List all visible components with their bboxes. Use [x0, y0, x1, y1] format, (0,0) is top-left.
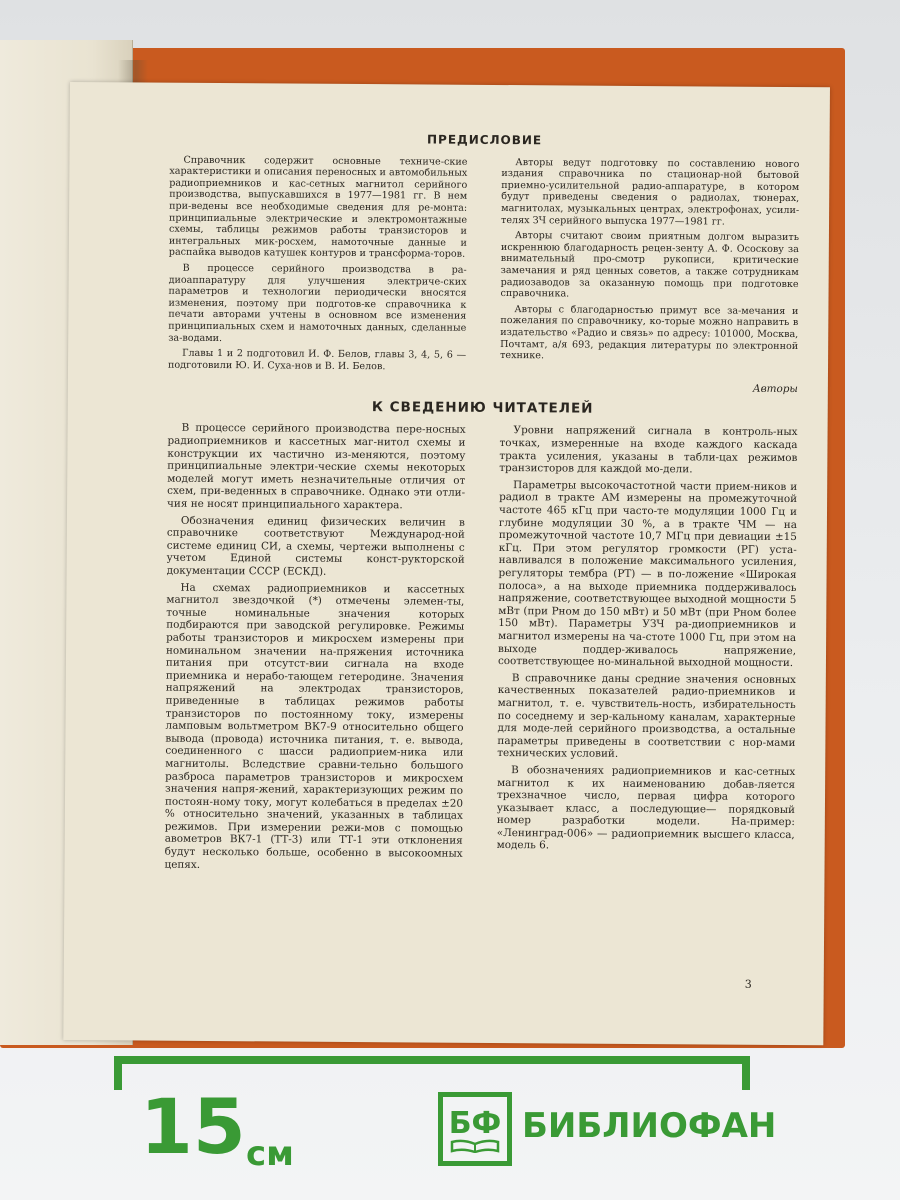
paragraph: Параметры высокочастотной части прием-ников и радиол в тракте AM измерены на промежуточной частоте 465 кГц при часто-те модуляции 1000 Гц и глубине модуляции 30 %, а в тракте ЧМ — на промежуточной частоте 10,7 МГц при девиации ±15 кГц. При этом регулятор громкости (РГ) уста-навливался в положение максимального усиления, регуляторы тембра (РТ) — в по-ложение «Широкая полоса», а на выходе приемника поддерживалось напряжение, соответствующее выходной мощности 5 мВт (при Pном до 150 мВт) и 50 мВт (при Pном более 150 мВт). Параметры УЗЧ ра-диоприемников и магнитол измерены на ча-стоте 1000 Гц, при этом на выходе поддер-живалось напряжение, соответствующее но-минальной выходной мощности.	[497, 478, 798, 670]
ruler-unit: см	[246, 1134, 294, 1174]
paragraph: Авторы ведут подготовку по составлению нового издания справочника по стационар-ной бытовой приемно-усилительной радио-аппаратуре, в котором будут приведены сведения о радиолах, тюнерах, магнитолах, музыкальных центрах, электрофонах, усили-телях ЗЧ серийного выпуска 1977—1981 гг.	[501, 156, 800, 228]
logo-letters: БФ	[448, 1105, 502, 1141]
brand-name: БИБЛИОФАН	[522, 1106, 777, 1146]
paragraph: В обозначениях радиоприемников и кас-сетных магнитол к их наименованию добав-ляется трехзначное число, первая цифра которого указывает класс, а последующие— порядковый номер разработки модели. На-пример: «Ленинград-006» — радиоприемник высшего класса, модель 6.	[496, 764, 796, 852]
paragraph: Авторы считают своим приятным долгом выразить искреннюю благодарность рецен-зенту А. Ф. Ососкову за внимательный про-смотр рукописи, критические замечания и ряд ценных советов, а также сотрудникам радиозаводов за оказанную помощь при подготовке справочника.	[500, 230, 799, 300]
paragraph: Главы 1 и 2 подготовил И. Ф. Белов, главы 3, 4, 5, 6 — подготовили Ю. И. Суха-нов и В. И. Белов.	[167, 347, 467, 372]
bibliofan-logo	[438, 1092, 512, 1166]
preface-right-column	[500, 157, 800, 380]
paragraph: Справочник содержит основные техниче-ские характеристики и описания переносных и автомобильных радиоприемников и кас-сетных магнитол серийного производства, выпускавшихся в 1977—1981 гг. В нем при-ведены все необходимые сведения для ре-монта: принципиальные электрические и электромонтажные схемы, таблицы режимов работы транзисторов и интегральных мик-росхем, намоточные данные и распайка выводов катушек контуров и трансформа-торов.	[168, 154, 468, 261]
page-content	[164, 128, 799, 880]
preface-left-column	[168, 154, 468, 377]
open-book-icon	[450, 1139, 500, 1153]
paragraph: В справочнике даны средние значения основных качественных показателей радио-приемников и магнитол, т. е. чувствитель-ность, избирательность по соседнему и зер-кальному каналам, характерные для моде-лей серийного производства, а остальные параметры приведены в соответствии с нор-мами технических условий.	[497, 671, 796, 761]
preface-title: ПРЕДИСЛОВИЕ	[426, 132, 543, 148]
readers-note-left-column	[164, 422, 465, 877]
paragraph: В процессе серийного производства в ра-диоаппаратуру для улучшения электриче-ских параметров и технологии периодически вносятся изменения, поэтому при подготов-ке справочника к печати авторами учтены в основном все изменения принципиальных схем и намоточных данных, сделанные за-водами.	[168, 262, 467, 344]
paragraph: Уровни напряжений сигнала в контроль-ных точках, измеренные на входе каждого каскада тракта усиления, указаны в табли-цах режимов транзисторов для каждой мо-дели.	[499, 424, 798, 476]
paragraph: В процессе серийного производства пере-носных радиоприемников и кассетных маг-нитол схемы и конструкции их частично из-меняются, поэтому принципиальные электри-ческие схемы некоторых моделей могут иметь незначительные отличия от схем, при-веденных в справочнике. Однако эти отли-чия не носят принципиального характера.	[167, 422, 466, 512]
readers-note-columns	[164, 422, 797, 879]
ruler-value: 15	[140, 1082, 246, 1171]
preface-signature: Авторы	[752, 383, 798, 396]
readers-note-right-column	[496, 424, 797, 879]
paragraph: На схемах радиоприемников и кассетных магнитол звездочкой (*) отмечены элемен-ты, точные номинальные значения которых подбираются при заводской регулировке. Режимы работы транзисторов и микросхем измерены при номинальном значении на-пряжения источника питания при отсутст-вии сигнала на входе приемника и нерабо-тающем гетеродине. Значения напряжений на электродах транзисторов, приведенные в таблицах режимов работы транзисторов по постоянному току, измерены ламповым вольтметром ВК7-9 относительно общего вывода (провода) источника питания, т. е. вывода, соединенного с шасси радиоприем-ника или магнитолы. Вследствие сравни-тельно большого разброса параметров транзисторов и микросхем значения напря-жений, характеризующих режим по постоян-ному току, могут колебаться в пределах ±20 % относительно значений, указанных в таблицах режимов. При измерении режи-мов с помощью авометров ВК7-1 (ТТ-3) или ТТ-1 эти отклонения будут несколько больше, особенно в высокоомных цепях.	[164, 581, 465, 871]
paragraph: Авторы с благодарностью примут все за-мечания и пожелания по справочнику, ко-торые можно направить в издательство «Радио и связь» по адресу: 101000, Москва, Почтамт, а/я 693, редакция литературы по электронной технике.	[500, 303, 799, 362]
paragraph: Обозначения единиц физических величин в справочнике соответствуют Международ-ной системе единиц СИ, а схемы, чертежи выполнены с учетом Единой системы конст-рукторской документации СССР (ЕСКД).	[166, 514, 465, 578]
page-number: 3	[744, 977, 752, 991]
preface-columns	[168, 154, 800, 379]
readers-note-title: К СВЕДЕНИЮ ЧИТАТЕЛЕЙ	[371, 398, 594, 417]
book-page	[63, 82, 830, 1045]
